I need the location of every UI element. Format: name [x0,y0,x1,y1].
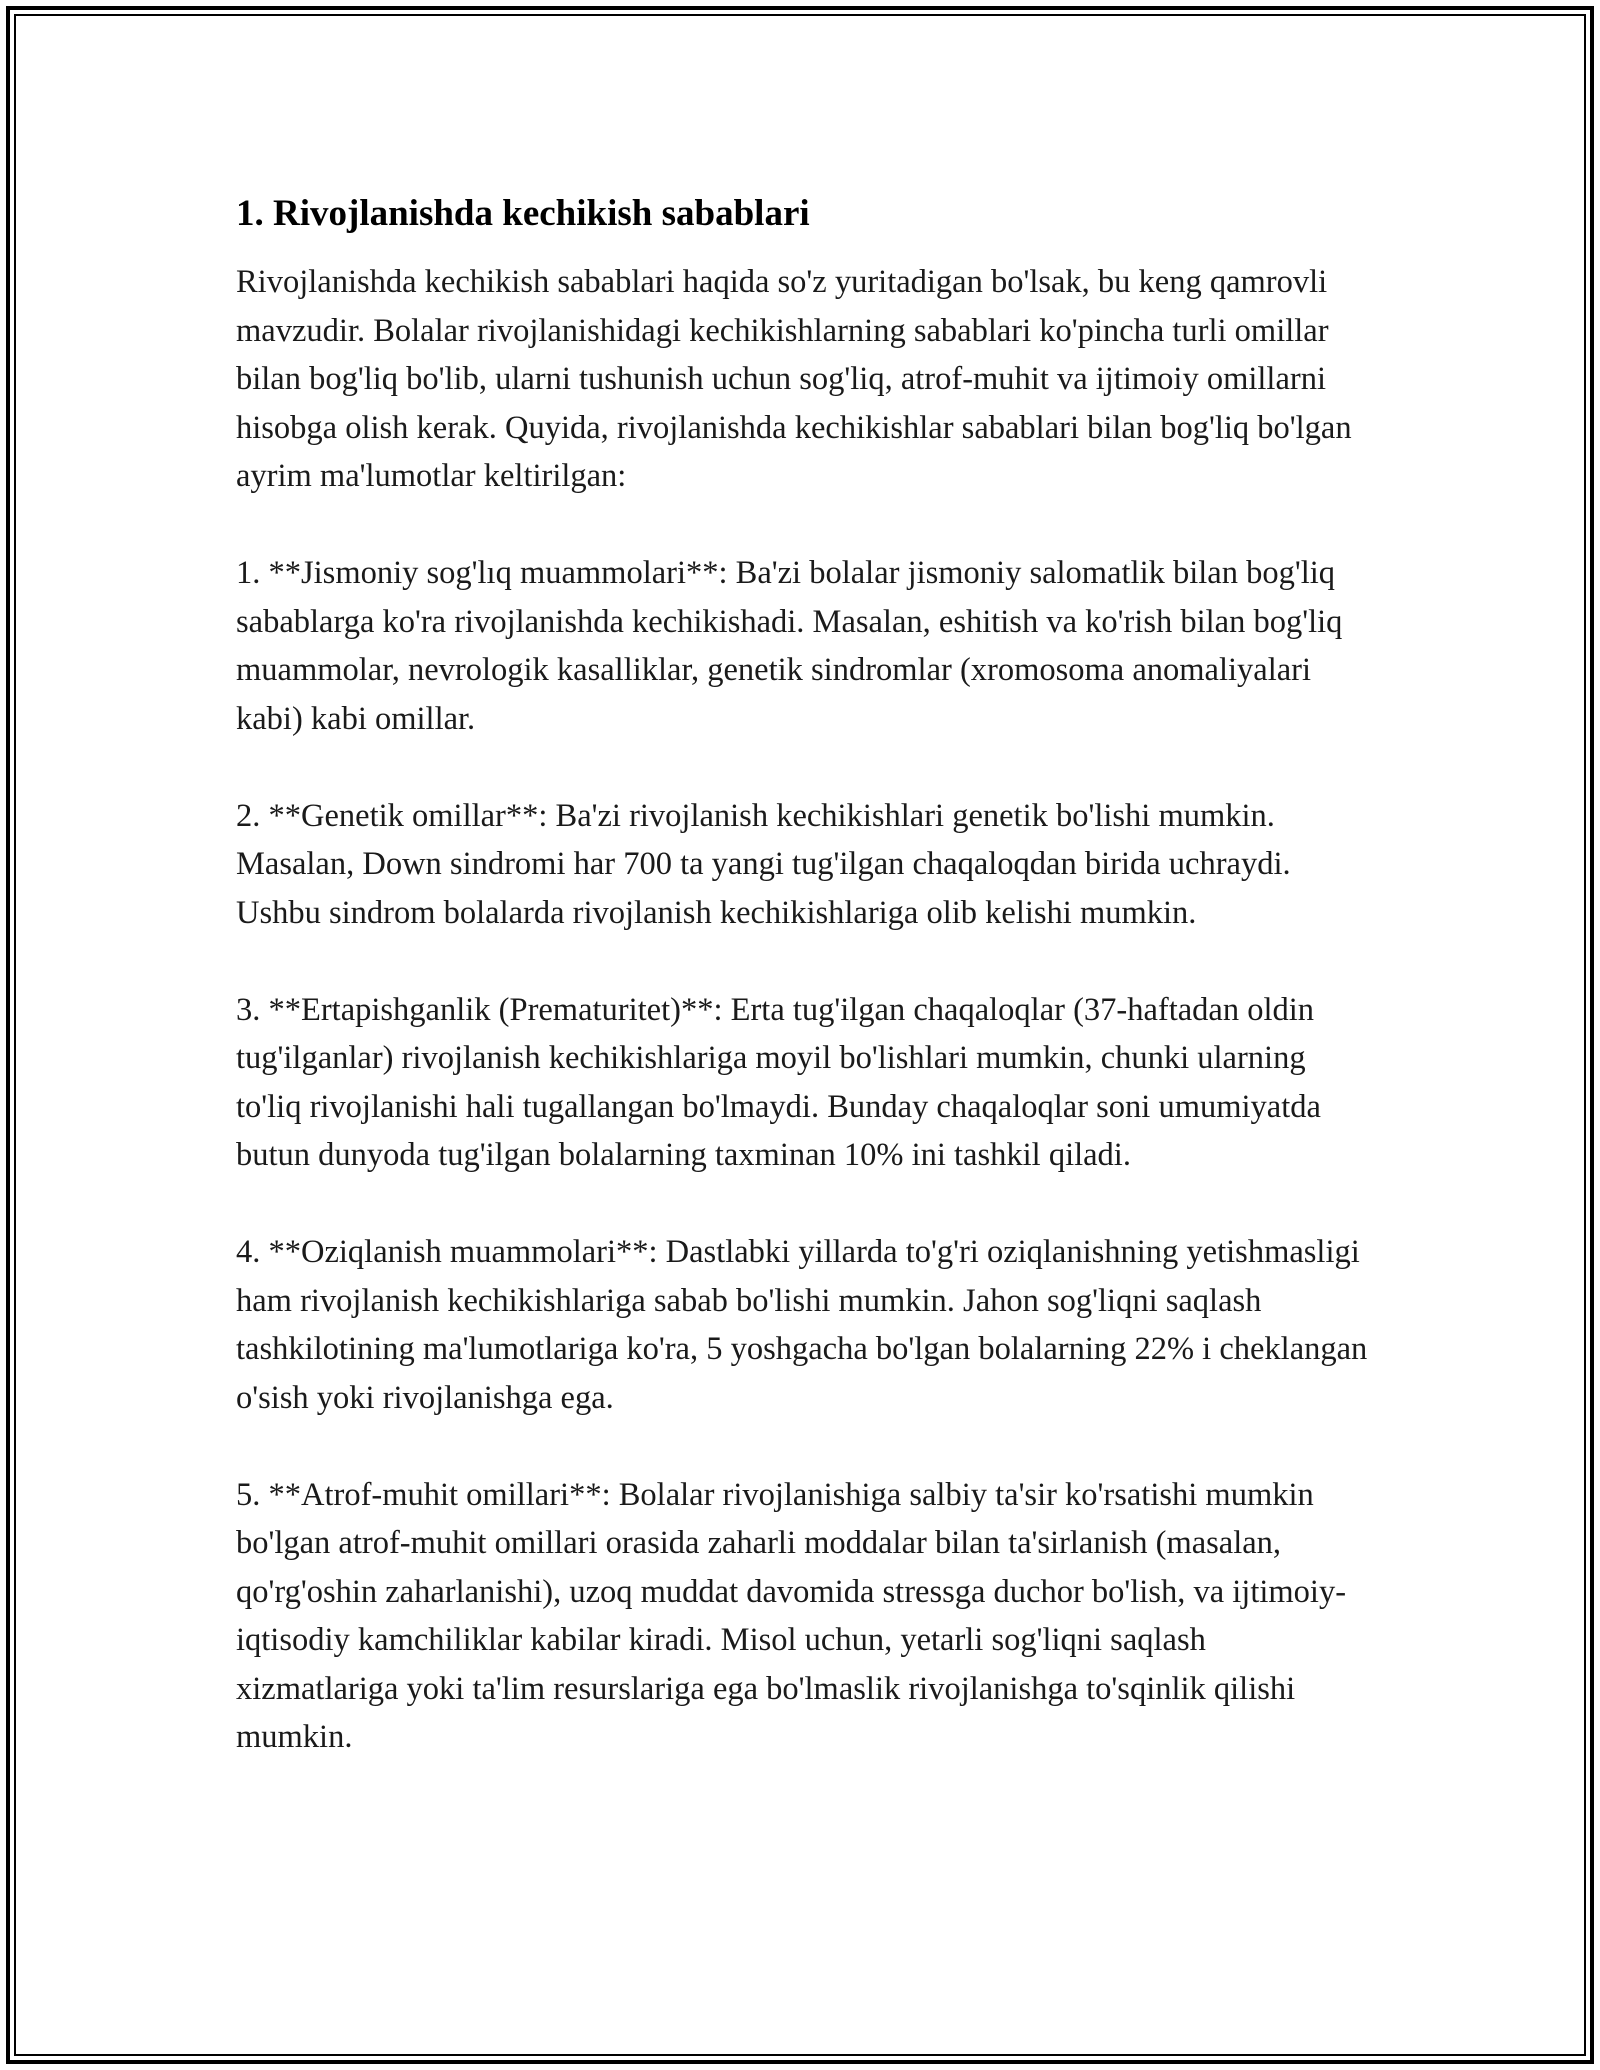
intro-paragraph: Rivojlanishda kechikish sabablari haqida so'z yuritadigan bo'lsak, bu keng qamrovli mavzudir. Bolalar rivojlanishidagi kechikishlarning sabablari ko'pincha turli omillar bilan bog'liq bo'lib, ularni tushunish uchun sog'liq, atrof-muhit va ijtimoiy omillarni hisobga olish kerak. Quyida, rivojlanishda kechikishlar sabablari bilan bog'liq bo'lgan ayrim ma'lumotlar keltirilgan: [236,264,1352,494]
list-item-genetic-factors: 2. **Genetik omillar**: Ba'zi rivojlanish kechikishlari genetik bo'lishi mumkin. Masalan, Down sindromi har 700 ta yangi tug'ilgan chaqaloqdan birida uchraydi. Ushbu sindrom bolalarda rivojlanish kechikishlariga olib kelishi mumkin. [236,797,1291,931]
list-item-prematurity: 3. **Ertapishganlik (Prematuritet)**: Erta tug'ilgan chaqaloqlar (37-haftadan oldin tug'ilganlar) rivojlanish kechikishlariga moyil bo'lishlari mumkin, chunki ularning to'liq rivojlanishi hali tugallangan bo'lmaydi. Bunday chaqaloqlar soni umumiyatda butun dunyoda tug'ilgan bolalarning taxminan 10% ini tashkil qiladi. [236,991,1321,1173]
section-title: 1. Rivojlanishda kechikish sabablari [236,193,810,234]
list-item-nutrition: 4. **Oziqlanish muammolari**: Dastlabki yillarda to'g'ri oziqlanishning yetishmasligi ham rivojlanish kechikishlariga sabab bo'lishi mumkin. Jahon sog'liqni saqlash tashkilotining ma'lumotlariga ko'ra, 5 yoshgacha bo'lgan bolalarning 22% i cheklangan o'sish yoki rivojlanishga ega. [236,1234,1368,1416]
list-item-physical-health: 1. **Jismoniy sog'lıq muammolari**: Ba'zi bolalar jismoniy salomatlik bilan bog'liq sabablarga ko'ra rivojlanishda kechikishadi. Masalan, eshitish va ko'rish bilan bog'liq muammolar, nevrologik kasalliklar, genetik sindromlar (xromosoma anomaliyalari kabi) kabi omillar. [236,555,1343,737]
list-item-environmental-factors: 5. **Atrof-muhit omillari**: Bolalar rivojlanishiga salbiy ta'sir ko'rsatishi mumkin bo'lgan atrof-muhit omillari orasida zaharli moddalar bilan ta'sirlanish (masalan, qo'rg'oshin zaharlanishi), uzoq muddat davomida stressga duchor bo'lish, va ijtimoiy-iqtisodiy kamchiliklar kabilar kiradi. Misol uchun, yetarli sog'liqni saqlash xizmatlariga yoki ta'lim resurslariga ega bo'lmaslik rivojlanishga to'sqinlik qilishi mumkin. [236,1476,1347,1755]
document-body [236,190,1376,1810]
